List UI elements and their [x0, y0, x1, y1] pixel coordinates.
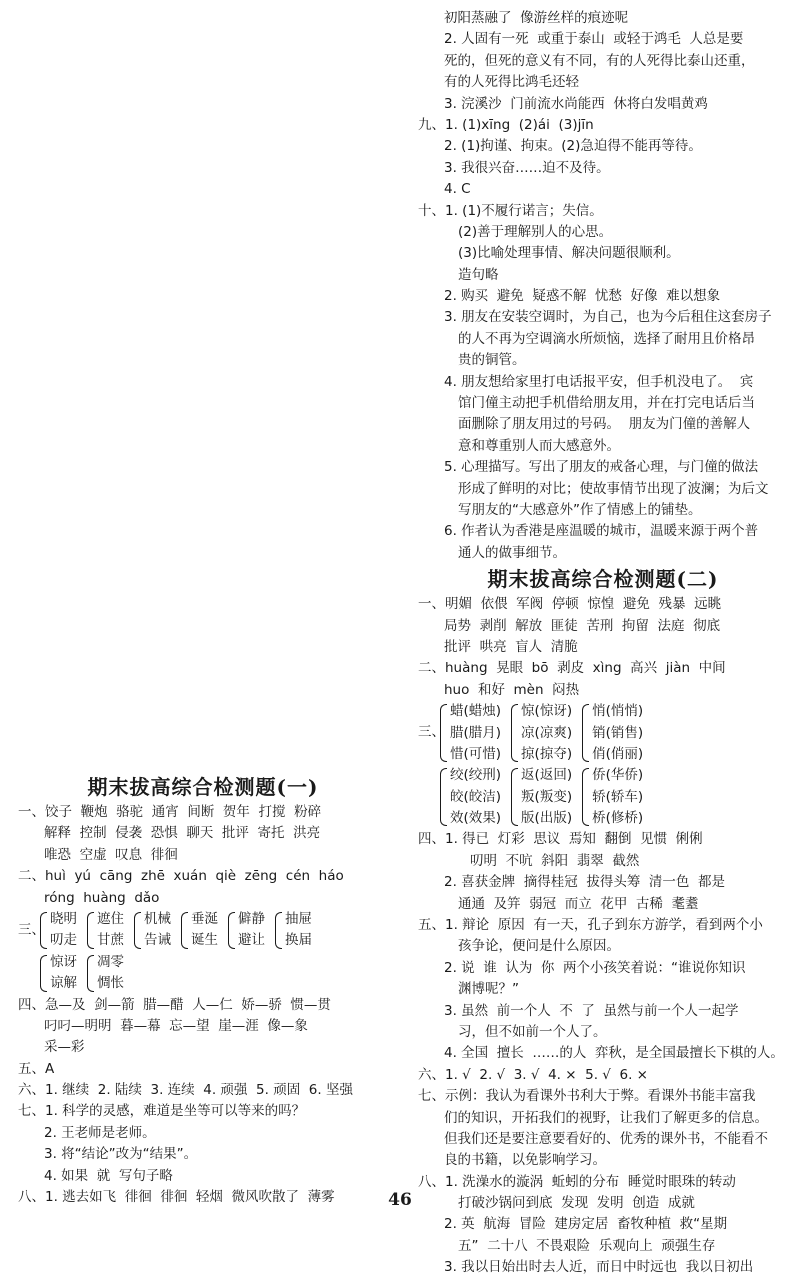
answer-word: 返(返回) — [521, 767, 573, 784]
answer-line: 孩争论，便问是什么原因。 — [458, 938, 620, 955]
answer-line: 2. 人固有一死 或重于泰山 或轻于鸿毛 人总是要 — [444, 31, 744, 48]
answer-word: 腊(腊月) — [450, 724, 502, 741]
answer-line: 习，但不如前一个人了。 — [458, 1023, 607, 1040]
brace-block — [181, 909, 218, 952]
answer-word: 遮住 — [97, 910, 124, 927]
left-column — [18, 772, 388, 1208]
section-prefix: 三、 — [18, 921, 45, 938]
brace-icon — [275, 912, 282, 949]
page-number: 46 — [388, 1190, 412, 1210]
answer-line: 四、1. 得已 灯彩 思议 焉知 翻倒 见惯 俐俐 — [418, 831, 703, 848]
answer-line: 八、1. 逃去如飞 徘徊 徘徊 轻烟 微风吹散了 薄雾 — [18, 1189, 335, 1206]
answer-line: 一、明媚 依偎 军阀 停顿 惊惶 避免 残暴 远眺 — [418, 596, 722, 613]
answer-word: 避让 — [238, 932, 265, 949]
answer-line: 良的书籍，以免影响学习。 — [444, 1152, 606, 1169]
answer-line: (2)善于理解别人的心思。 — [458, 223, 613, 240]
answer-line: 5. 心理描写。写出了朋友的戒备心理，与门僮的做法 — [444, 459, 759, 476]
section-prefix: 三、 — [418, 724, 445, 741]
answer-line: 3. 我以日始出时去人近，而日中时远也 我以日初出 — [444, 1259, 754, 1276]
answer-word: 版(出版) — [521, 810, 573, 827]
answer-line: 4. C — [444, 181, 471, 198]
brace-block — [275, 909, 312, 952]
brace-block — [228, 909, 265, 952]
answer-line: 写朋友的“大感意外”作了情感上的铺垫。 — [458, 501, 702, 518]
answer-line: 叼叼—明明 暮—幕 忘—望 崖—涯 像—象 — [44, 1017, 308, 1034]
answer-line: 二、huàng 晃眼 bō 剥皮 xìng 高兴 jiàn 中间 — [418, 660, 726, 677]
answer-line: 一、饺子 鞭炮 骆驼 通宵 间断 贺年 打搅 粉碎 — [18, 804, 322, 820]
answer-line: 3. 将“结论”改为“结果”。 — [44, 1146, 198, 1163]
answer-line: 3. 浣溪沙 门前流水尚能西 休将白发唱黄鸡 — [444, 95, 708, 112]
answer-word: 垂涎 — [191, 910, 218, 927]
brace-icon — [87, 912, 94, 949]
answer-word: 惜(可惜) — [450, 745, 502, 762]
answer-word: 抽屉 — [285, 910, 312, 927]
answer-word: 皎(皎洁) — [450, 788, 502, 805]
answer-line: 渊博呢？” — [458, 981, 519, 998]
answer-line: 六、1. 继续 2. 陆续 3. 连续 4. 顽强 5. 顽固 6. 坚强 — [18, 1082, 353, 1099]
answer-word: 谅解 — [50, 975, 77, 992]
brace-block — [87, 909, 124, 952]
answer-line: 七、示例：我认为看课外书利大于弊。看课外书能丰富我 — [418, 1088, 756, 1105]
answer-word: 效(效果) — [450, 810, 502, 827]
brace-block — [134, 909, 171, 952]
answer-word: 惊(惊讶) — [521, 703, 573, 720]
answer-line: róng huàng dǎo — [44, 889, 160, 906]
answer-line: 四、急—及 剑—箭 腊—醋 人—仁 娇—骄 惯—贯 — [18, 996, 331, 1013]
answer-line: 形成了鲜明的对比；使故事情节出现了波澜；为后文 — [458, 480, 769, 497]
answer-word: 换届 — [285, 932, 312, 949]
answer-line: 3. 朋友在安装空调时，为自己，也为今后租住这套房子 — [444, 309, 772, 326]
answer-line: 采—彩 — [44, 1039, 85, 1056]
brace-answer-group — [18, 952, 388, 995]
answer-line: 批评 哄亮 盲人 清脆 — [444, 638, 578, 655]
brace-icon — [228, 912, 235, 949]
brace-icon — [582, 768, 589, 826]
answer-word: 僻静 — [238, 910, 265, 927]
answer-line: 二、huì yú cāng zhē xuán qiè zēng cén háo — [18, 868, 344, 885]
answer-line: 贵的铜管。 — [458, 352, 526, 369]
answer-line: 造句略 — [458, 266, 499, 283]
answer-line: 馆门僮主动把手机借给朋友用，并在打完电话后当 — [458, 395, 755, 412]
brace-block — [511, 701, 572, 765]
brace-icon — [440, 768, 447, 826]
answer-word: 机械 — [144, 910, 171, 927]
answer-line: 的人不再为空调滴水所烦恼，选择了耐用且价格昂 — [458, 330, 755, 347]
answer-word: 蜡(蜡烛) — [450, 703, 502, 720]
answer-word: 惊讶 — [50, 953, 77, 970]
answer-word: 诞生 — [191, 932, 218, 949]
brace-icon — [87, 955, 94, 992]
answer-line: 唯恐 空虚 叹息 徘徊 — [44, 846, 178, 863]
answer-line: 2. 英 航海 冒险 建房定居 畜牧种植 救“星期 — [444, 1216, 728, 1233]
answer-line: 但我们还是要注意要看好的、优秀的课外书，不能看不 — [444, 1130, 768, 1147]
answer-word: 晓明 — [50, 910, 77, 927]
answer-word: 告诫 — [144, 932, 171, 949]
answer-line: 们的知识，开拓我们的视野，让我们了解更多的信息。 — [444, 1109, 768, 1126]
answer-word: 侨(华侨) — [592, 767, 644, 784]
answer-word: 掠(掠夺) — [521, 745, 573, 762]
answer-word: 悄(悄悄) — [592, 703, 644, 720]
brace-icon — [511, 768, 518, 826]
answer-line: 4. 如果 就 写句子略 — [44, 1167, 173, 1184]
answer-word: 俏(俏丽) — [592, 745, 644, 762]
brace-icon — [134, 912, 141, 949]
answer-line: 死的，但死的意义有不同，有的人死得比泰山还重， — [444, 52, 755, 69]
brace-icon — [511, 704, 518, 762]
answer-line: 打破沙锅问到底 发现 发明 创造 成就 — [458, 1195, 695, 1212]
brace-icon — [40, 955, 47, 992]
brace-answer-group — [418, 765, 788, 829]
answer-line: 有的人死得比鸿毛还轻 — [444, 74, 579, 91]
answer-word: 叛(叛变) — [521, 788, 573, 805]
brace-icon — [40, 912, 47, 949]
answer-line: 叨明 不吭 斜阳 翡翠 截然 — [470, 852, 640, 869]
answer-line: 通人的做事细节。 — [458, 544, 566, 561]
brace-answer-group — [18, 909, 388, 952]
answer-line: 五” 二十八 不畏艰险 乐观向上 顽强生存 — [458, 1237, 716, 1254]
brace-block — [40, 909, 77, 952]
brace-block — [40, 952, 77, 995]
answer-line: (3)比喻处理事情、解决问题很顺利。 — [458, 245, 680, 262]
brace-block — [87, 952, 124, 995]
exam-title-1: 期末拔高综合检测题(一) — [87, 775, 319, 799]
answer-line: 八、1. 洗澡水的漩涡 蚯蚓的分布 睡觉时眼珠的转动 — [418, 1173, 736, 1190]
right-column — [418, 8, 788, 1279]
answer-line: 2. 说 谁 认为 你 两个小孩笑着说：“谁说你知识 — [444, 959, 746, 976]
answer-line: 初阳蒸融了 像游丝样的痕迹呢 — [444, 10, 629, 26]
answer-line: 2. 购买 避免 疑惑不解 忧愁 好像 难以想象 — [444, 288, 721, 305]
answer-word: 销(销售) — [592, 724, 644, 741]
answer-line: 通通 及笄 弱冠 而立 花甲 古稀 耄耋 — [458, 895, 699, 912]
answer-line: 七、1. 科学的灵感，难道是坐等可以等来的吗？ — [18, 1103, 306, 1120]
answer-word: 凋零 — [97, 953, 124, 970]
answer-line: 4. 朋友想给家里打电话报平安，但手机没电了。 宾 — [444, 373, 754, 390]
brace-icon — [582, 704, 589, 762]
answer-word: 绞(绞刑) — [450, 767, 502, 784]
answer-word: 甘蔗 — [97, 932, 124, 949]
brace-block — [582, 765, 643, 829]
answer-line: 九、1. (1)xīng (2)ái (3)jīn — [418, 116, 594, 133]
brace-icon — [440, 704, 447, 762]
answer-line: 6. 作者认为香港是座温暖的城市，温暖来源于两个普 — [444, 523, 759, 540]
brace-icon — [181, 912, 188, 949]
answer-word: 桥(修桥) — [592, 810, 644, 827]
answer-word: 凉(凉爽) — [521, 724, 573, 741]
answer-line: 意和尊重别人而大感意外。 — [458, 437, 620, 454]
answer-line: 2. 王老师是老师。 — [44, 1124, 156, 1141]
answer-line: 2. 喜获金牌 摘得桂冠 拔得头筹 清一色 都是 — [444, 874, 726, 891]
brace-block — [440, 765, 501, 829]
answer-line: 局势 剥削 解放 匪徒 苦刑 拘留 法庭 彻底 — [444, 617, 721, 634]
answer-line: 4. 全国 擅长 ……的人 弈秋，是全国最擅长下棋的人。 — [444, 1045, 784, 1062]
answer-line: 3. 我很兴奋……迫不及待。 — [444, 159, 610, 176]
answer-line: 十、1. (1)不履行诺言；失信。 — [418, 202, 603, 219]
brace-block — [582, 701, 643, 765]
answer-line: 面删除了朋友用过的号码。 朋友为门僮的善解人 — [458, 416, 751, 433]
brace-answer-group — [418, 701, 788, 765]
answer-word: 叨走 — [50, 932, 77, 949]
answer-line: 解释 控制 侵袭 恐惧 聊天 批评 寄托 洪亮 — [44, 825, 321, 842]
answer-word: 轿(轿车) — [592, 788, 644, 805]
answer-line: 五、1. 辩论 原因 有一天，孔子到东方游学，看到两个小 — [418, 917, 763, 934]
answer-line: 五、A — [18, 1060, 55, 1077]
exam-title-2: 期末拔高综合检测题(二) — [487, 567, 719, 592]
answer-word: 惆怅 — [97, 975, 124, 992]
answer-line: huo 和好 mèn 闷热 — [444, 681, 580, 698]
brace-block — [440, 701, 501, 765]
answer-line: 3. 虽然 前一个人 不 了 虽然与前一个人一起学 — [444, 1002, 739, 1019]
brace-block — [511, 765, 572, 829]
answer-line: 六、1. √ 2. √ 3. √ 4. × 5. √ 6. × — [418, 1066, 648, 1083]
answer-line: 2. (1)拘谨、拘束。(2)急迫得不能再等待。 — [444, 138, 702, 155]
